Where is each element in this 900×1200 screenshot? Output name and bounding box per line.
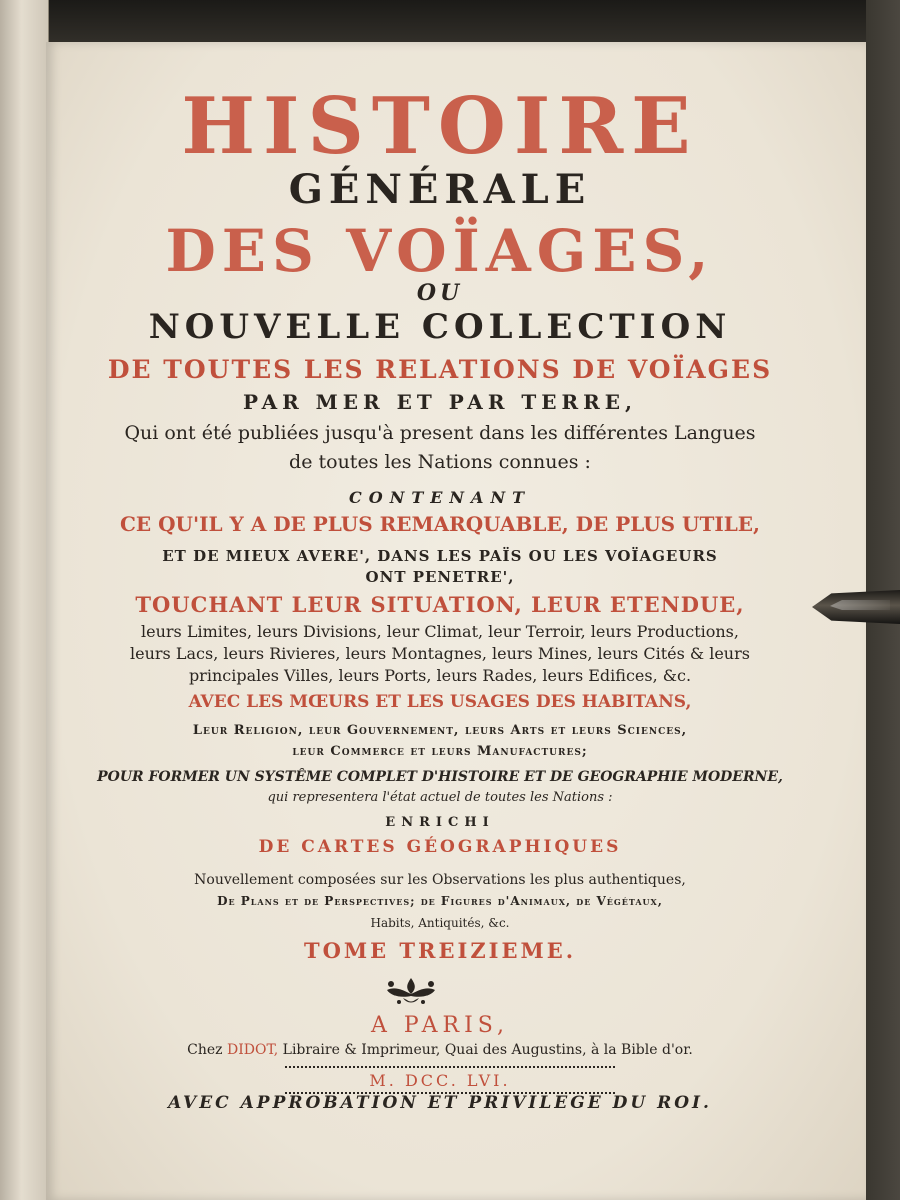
fleuron-ornament-icon: [381, 974, 441, 1008]
body-qui-representera: qui representera l'état actuel de toutes les Nations :: [267, 790, 613, 805]
imprint-privilege: AVEC APPROBATION ET PRIVILEGE DU ROI.: [168, 1093, 712, 1113]
imprint-rule-top: [285, 1066, 615, 1068]
imprint-libraire: Libraire & Imprimeur, Quai des Augustins, à la Bible d'or.: [282, 1042, 693, 1058]
imprint-chez: Chez: [187, 1042, 223, 1058]
body-qui-ont-ete: Qui ont été publiées jusqu'à present dans les différentes Langues: [124, 422, 756, 444]
body-contenant: CONTENANT: [349, 488, 531, 507]
title-par-mer: PAR MER ET PAR TERRE,: [242, 390, 637, 414]
title-toutes-les-relations: DE TOUTES LES RELATIONS DE VOÏAGES: [107, 355, 773, 384]
book-left-edge: [0, 0, 49, 1200]
imprint-didot: DIDOT,: [227, 1042, 279, 1058]
body-plans: De Plans et de Perspectives; de Figures d'Animaux, de Végétaux,: [217, 894, 663, 908]
body-mieux-avere: ET DE MIEUX AVERE', DANS LES PAÏS OU LES VOÏAGEURS: [162, 547, 718, 565]
body-nations-connues: de toutes les Nations connues :: [289, 451, 591, 473]
imprint-a-paris: A PARIS,: [370, 1013, 510, 1038]
body-nouvellement: Nouvellement composées sur les Observations les plus authentiques,: [194, 872, 686, 888]
body-pour-former: POUR FORMER UN SYSTÊME COMPLET D'HISTOIRE ET DE GEOGRAPHIE MODERNE,: [97, 769, 783, 785]
background-top: [0, 0, 900, 48]
body-touchant: TOUCHANT LEUR SITUATION, LEUR ETENDUE,: [135, 592, 745, 617]
body-ont-penetre: ONT PENETRE',: [365, 568, 515, 586]
body-villes: principales Villes, leurs Ports, leurs Rades, leurs Edifices, &c.: [188, 666, 692, 685]
body-moeurs: AVEC LES MŒURS ET LES USAGES DES HABITANS,: [188, 692, 692, 712]
body-enrichi: ENRICHI: [385, 815, 495, 830]
bookmark-highlight: [830, 600, 890, 610]
title-ou: OU: [416, 280, 464, 306]
body-limites: leurs Limites, leurs Divisions, leur Climat, leur Terroir, leurs Productions,: [141, 622, 739, 641]
body-religion: Leur Religion, leur Gouvernement, leurs Arts et leurs Sciences,: [192, 723, 688, 738]
title-histoire: HISTOIRE: [181, 81, 699, 172]
body-ce-quil-y-a: CE QU'IL Y A DE PLUS REMARQUABLE, DE PLUS UTILE,: [119, 512, 761, 536]
title-generale: GÉNÉRALE: [288, 166, 592, 213]
imprint-publisher: [90, 1043, 790, 1057]
body-lacs: leurs Lacs, leurs Rivieres, leurs Montagnes, leurs Mines, leurs Cités & leurs: [130, 644, 750, 663]
title-nouvelle-collection: NOUVELLE COLLECTION: [148, 307, 732, 347]
body-commerce: leur Commerce et leurs Manufactures;: [292, 744, 588, 759]
body-habits: Habits, Antiquités, &c.: [370, 916, 510, 930]
imprint-date: M. DCC. LVI.: [369, 1071, 511, 1090]
title-des-voiages: DES VOÏAGES,: [165, 217, 715, 285]
body-cartes: DE CARTES GÉOGRAPHIQUES: [258, 837, 622, 857]
body-tome: TOME TREIZIEME.: [303, 938, 577, 963]
